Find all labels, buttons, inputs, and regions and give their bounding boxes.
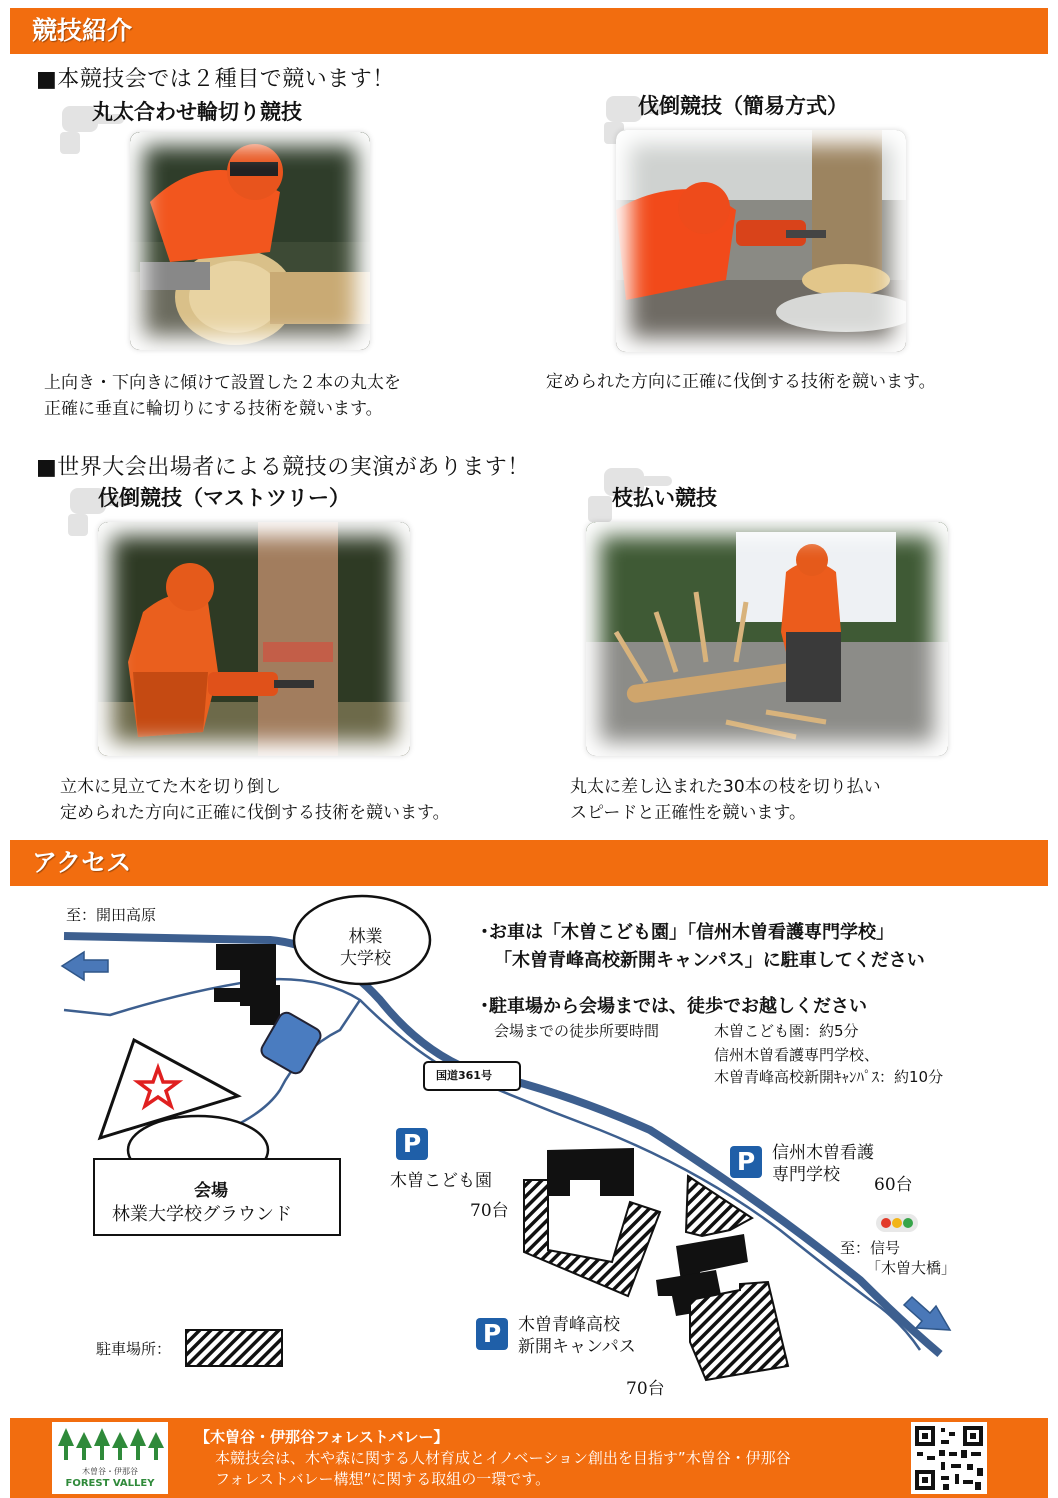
parking-sign-icon: P: [476, 1318, 508, 1350]
parking-label-kodomo: 木曽こども園: [390, 1171, 492, 1191]
footer-banner: [10, 1418, 1048, 1498]
event-title-felling-mast: 伐倒競技（マストツリー）: [98, 486, 350, 510]
parking-legend-swatch: [186, 1330, 282, 1366]
parking-label-seiho: 木曽青峰高校 新開キャンパス: [518, 1315, 636, 1357]
photo-felling-mast: [98, 522, 410, 756]
event-desc-limbing: 丸太に差し込まれた30本の枝を切り払い スピードと正確性を競います。: [570, 777, 881, 823]
parking-count-nursing: 60台: [874, 1175, 913, 1195]
intro-bullet-two-events: ■本競技会では２種目で競います！: [36, 67, 395, 92]
forest-valley-logo: 木曽谷・伊那谷 FOREST VALLEY: [52, 1422, 168, 1494]
parking-label-nursing: 信州木曽看護 専門学校: [772, 1143, 874, 1185]
arrow-left-icon: [62, 952, 108, 980]
event-title-limbing: 枝払い競技: [612, 486, 717, 510]
qr-code[interactable]: [911, 1422, 987, 1494]
competition-section-heading: 競技紹介: [10, 8, 1048, 54]
walk-time-label: 会場までの徒歩所要時間: [494, 1022, 660, 1040]
intro-bullet-demonstration: ■世界大会出場者による競技の実演があります！: [36, 455, 530, 480]
photo-felling-simple: [616, 130, 906, 352]
walk-time-nursing: 信州木曽看護専門学校、: [714, 1046, 880, 1064]
access-note-parking-cont: 「木曽青峰高校新開キャンパス」に駐車してください: [494, 950, 925, 971]
access-note-parking: ･お車は「木曽こども園」「信州木曽看護専門学校」: [480, 922, 894, 943]
footer-title: 【木曽谷・伊那谷フォレストバレー】: [195, 1428, 449, 1446]
event-desc-felling-mast: 立木に見立てた木を切り倒し 定められた方向に正確に伐倒する技術を競います。: [60, 777, 450, 823]
tree-icon: [52, 1422, 168, 1466]
venue-title: 会場: [194, 1181, 228, 1201]
traffic-light-icon: [881, 1218, 891, 1228]
school-building: [214, 944, 280, 1025]
event-desc-log-cutting: 上向き・下向きに傾けて設置した２本の丸太を 正確に垂直に輪切りにする技術を競います。: [44, 373, 401, 419]
walk-time-kodomo: 木曽こども園：約5分: [714, 1022, 859, 1040]
access-section-heading: アクセス: [10, 840, 1048, 886]
event-desc-felling-simple: 定められた方向に正確に伐倒する技術を競います。: [546, 372, 936, 392]
parking-lot-kodomo: [524, 1180, 660, 1296]
event-title-log-cutting: 丸太合わせ輪切り競技: [92, 100, 302, 124]
map-label-route-361: 国道361号: [436, 1069, 492, 1082]
photo-log-cutting: [130, 132, 370, 350]
event-title-felling-simple: 伐倒競技（簡易方式）: [638, 94, 848, 118]
parking-count-kodomo: 70台: [470, 1201, 509, 1221]
map-label-forestry-school: 林業 大学校: [340, 927, 391, 969]
parking-sign-icon: P: [396, 1128, 428, 1160]
parking-count-seiho: 70台: [626, 1379, 665, 1399]
walk-time-seiho: 木曽青峰高校新開ｷｬﾝﾊﾟｽ：約10分: [714, 1068, 944, 1086]
footer-body-line2: フォレストバレー構想”に関する取組の一環です。: [215, 1470, 551, 1488]
photo-limbing: [586, 522, 948, 756]
parking-lot-nursing: [686, 1176, 752, 1236]
map-label-to-kaida: 至：開田高原: [66, 906, 157, 924]
venue-name: 林業大学校グラウンド: [112, 1204, 292, 1225]
parking-lot-seiho: [690, 1282, 788, 1380]
parking-legend-label: 駐車場所：: [96, 1340, 172, 1358]
footer-body-line1: 本競技会は、木や森に関する人材育成とイノベーション創出を目指す”木曽谷・伊那谷: [215, 1449, 791, 1467]
map-label-to-signal: 至：信号 「木曽大橋」: [840, 1239, 957, 1277]
access-note-walk: ･駐車場から会場までは、徒歩でお越しください: [480, 996, 867, 1017]
parking-sign-icon: P: [730, 1146, 762, 1178]
